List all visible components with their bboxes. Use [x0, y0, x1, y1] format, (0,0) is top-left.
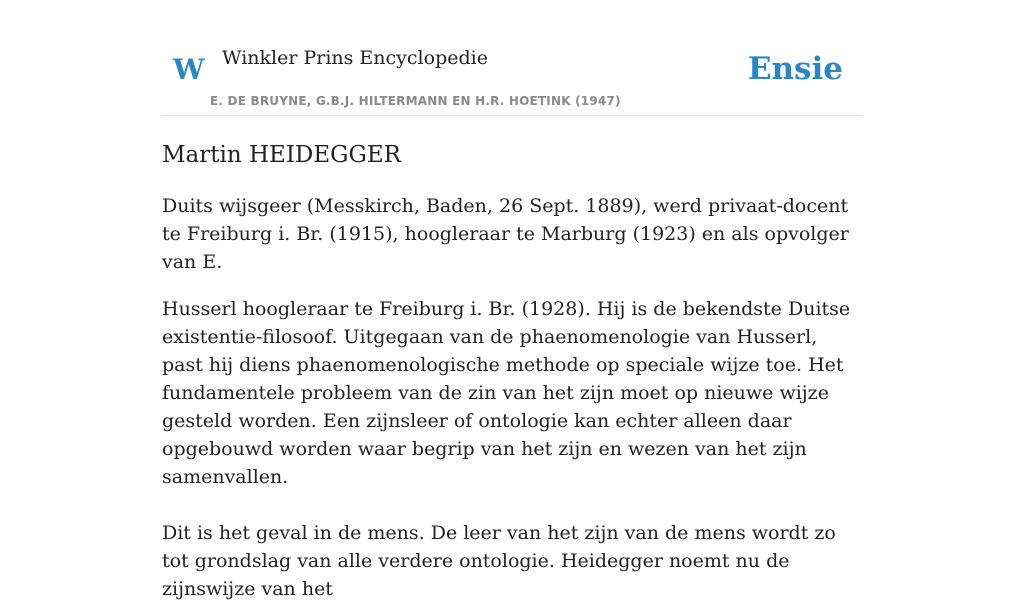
- ensie-brand-logo[interactable]: Ensie: [747, 51, 843, 87]
- article-paragraph: Husserl hoogleraar te Freiburg i. Br. (1928). Hij is de bekendste Duitse existentie-filosoof. Uitgegaan van de phaenomenologie van Husserl, past hij diens phaenomenologische methode op speciale wijze toe. Het fundamentele probleem van de zin van het zijn moet op nieuwe wijze gesteld worden. Een zijnsleer of ontologie kan echter alleen daar opgebouwd worden waar begrip van het zijn en wezen van het zijn samenvallen.: [162, 298, 851, 488]
- winkler-prins-logo-icon[interactable]: W: [173, 53, 205, 86]
- site-header: [162, 0, 862, 116]
- article-title: Martin HEIDEGGER: [162, 142, 401, 168]
- article-paragraph: Dit is het geval in de mens. De leer van het zijn van de mens wordt zo tot grondslag van alle verdere ontologie. Heidegger noemt nu de zijnswijze van het: [162, 522, 836, 600]
- article-paragraph: Duits wijsgeer (Messkirch, Baden, 26 Sept. 1889), werd privaat-docent te Freiburg i. Br. (1915), hoogleraar te Marburg (1923) en als opvolger van E.: [162, 195, 849, 273]
- publication-authors: E. DE BRUYNE, G.B.J. HILTERMANN EN H.R. HOETINK (1947): [210, 94, 621, 108]
- article-body: [162, 138, 862, 603]
- publication-title[interactable]: Winkler Prins Encyclopedie: [222, 47, 488, 69]
